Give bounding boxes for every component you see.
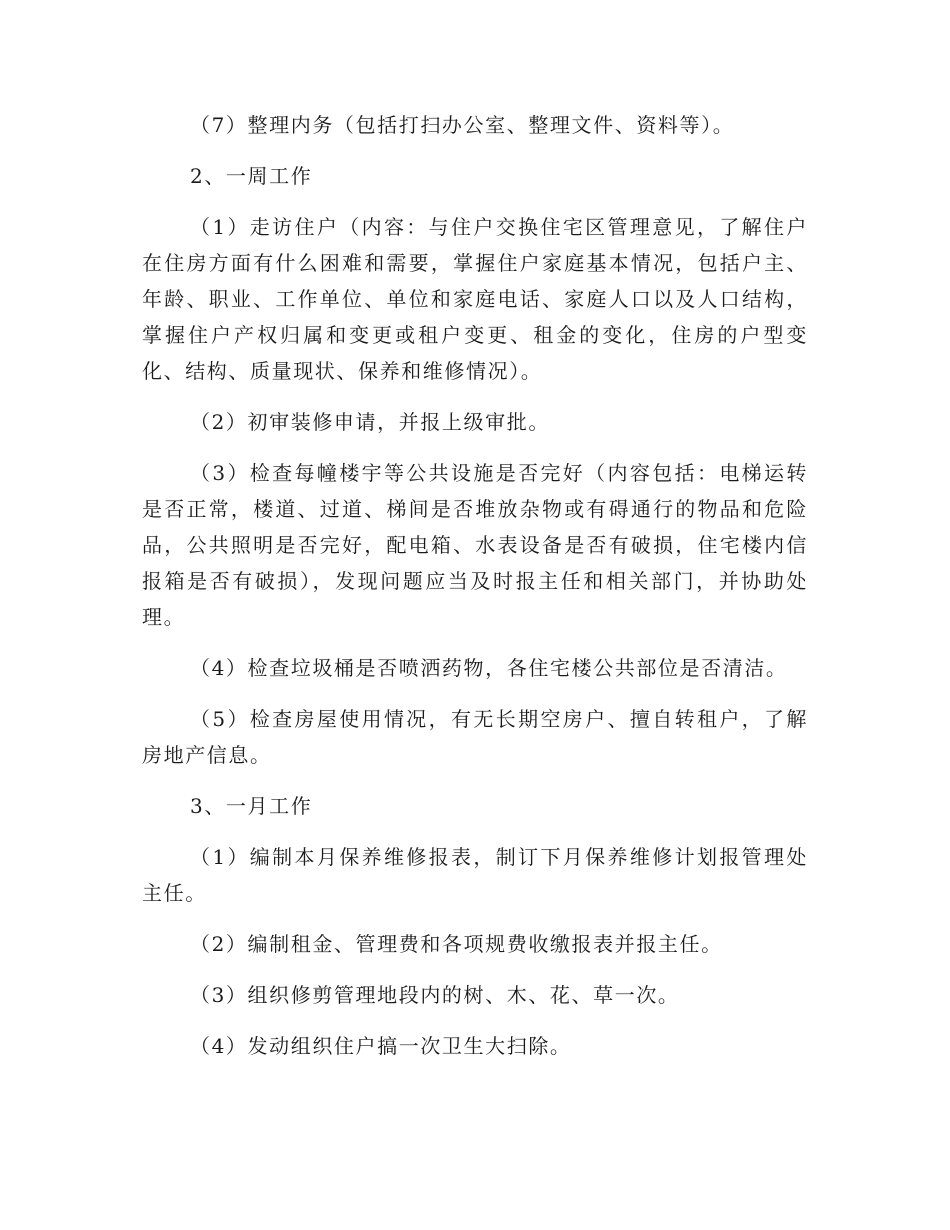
paragraph-monthly-2: （2）编制租金、管理费和各项规费收缴报表并报主任。 xyxy=(190,932,723,956)
section-heading-weekly: 2、一周工作 xyxy=(190,164,313,188)
paragraph-weekly-4: （4）检查垃圾桶是否喷洒药物，各住宅楼公共部位是否清洁。 xyxy=(190,656,788,680)
paragraph-item-7: （7）整理内务（包括打扫办公室、整理文件、资料等）。 xyxy=(190,113,735,137)
paragraph-weekly-3: （3）检查每幢楼宇等公共设施是否完好（内容包括：电梯运转是否正常，楼道、过道、梯间是否堆放杂物或有碍通行的物品和危险品，公共照明是否完好，配电箱、水表设备是否有破损，住宅楼内信报箱是否有破损），发现问题应当及时报主任和相关部门，并协助处理。 xyxy=(142,461,808,629)
paragraph-monthly-1: （1）编制本月保养维修报表，制订下月保养维修计划报管理处主任。 xyxy=(142,845,808,905)
paragraph-monthly-3: （3）组织修剪管理地段内的树、木、花、草一次。 xyxy=(190,983,680,1007)
paragraph-weekly-2: （2）初审装修申请，并报上级审批。 xyxy=(190,410,550,434)
paragraph-weekly-5: （5）检查房屋使用情况，有无长期空房户、擅自转租户，了解房地产信息。 xyxy=(142,707,808,767)
section-heading-monthly: 3、一月工作 xyxy=(190,794,313,818)
document-body xyxy=(142,107,808,1064)
paragraph-monthly-4: （4）发动组织住户搞一次卫生大扫除。 xyxy=(190,1034,572,1058)
paragraph-weekly-1: （1）走访住户（内容：与住户交换住宅区管理意见，了解住户在住房方面有什么困难和需要，掌握住户家庭基本情况，包括户主、年龄、职业、工作单位、单位和家庭电话、家庭人口以及人口结构，掌握住户产权归属和变更或租户变更、租金的变化，住房的户型变化、结构、质量现状、保养和维修情况）。 xyxy=(142,215,808,383)
